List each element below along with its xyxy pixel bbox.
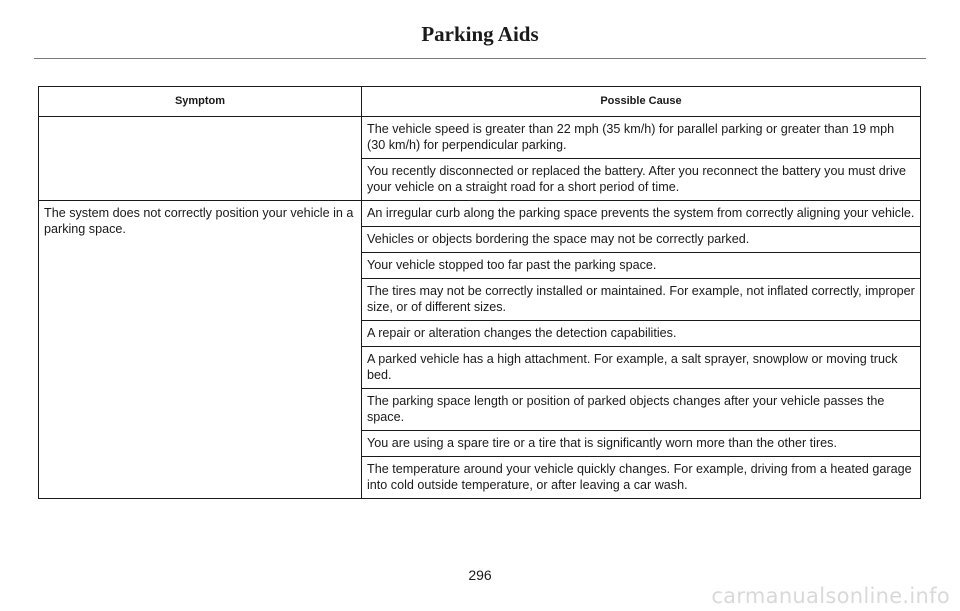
cause-cell: An irregular curb along the parking space prevents the system from correctly aligning your vehicle. bbox=[362, 201, 921, 227]
table-row bbox=[39, 201, 921, 227]
cause-cell: A parked vehicle has a high attachment. For example, a salt sprayer, snowplow or moving truck bed. bbox=[362, 347, 921, 389]
cause-cell: A repair or alteration changes the detection capabilities. bbox=[362, 321, 921, 347]
symptom-cause-table bbox=[38, 86, 921, 499]
column-header-possible-cause: Possible Cause bbox=[362, 87, 921, 117]
symptom-cell: The system does not correctly position your vehicle in a parking space. bbox=[39, 201, 362, 499]
column-header-symptom: Symptom bbox=[39, 87, 362, 117]
site-watermark: carmanualsonline.info bbox=[711, 584, 950, 608]
page-number: 296 bbox=[468, 567, 492, 583]
symptom-cell bbox=[39, 117, 362, 201]
cause-cell: You recently disconnected or replaced the battery. After you reconnect the battery you must drive your vehicle on a straight road for a short period of time. bbox=[362, 159, 921, 201]
cause-cell: Your vehicle stopped too far past the parking space. bbox=[362, 253, 921, 279]
cause-cell: The parking space length or position of parked objects changes after your vehicle passes the space. bbox=[362, 389, 921, 431]
header-divider bbox=[34, 58, 926, 59]
cause-cell: The vehicle speed is greater than 22 mph (35 km/h) for parallel parking or greater than 19 mph (30 km/h) for perpendicular parking. bbox=[362, 117, 921, 159]
page-title: Parking Aids bbox=[421, 22, 539, 46]
cause-cell: You are using a spare tire or a tire that is significantly worn more than the other tires. bbox=[362, 431, 921, 457]
cause-cell: Vehicles or objects bordering the space may not be correctly parked. bbox=[362, 227, 921, 253]
cause-cell: The tires may not be correctly installed or maintained. For example, not inflated correctly, improper size, or of different sizes. bbox=[362, 279, 921, 321]
cause-cell: The temperature around your vehicle quickly changes. For example, driving from a heated garage into cold outside temperature, or after leaving a car wash. bbox=[362, 457, 921, 499]
table-row bbox=[39, 117, 921, 159]
table-header-row bbox=[39, 87, 921, 117]
